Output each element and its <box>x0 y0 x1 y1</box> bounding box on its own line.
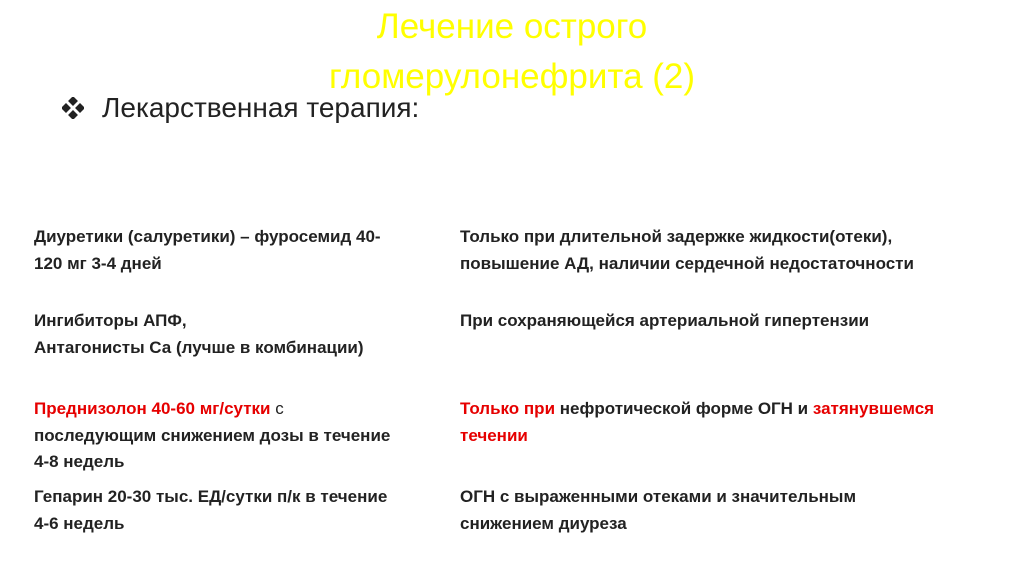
table-row <box>34 308 994 396</box>
drug-cell <box>34 396 460 484</box>
highlight-text: затянувшемся <box>812 399 935 418</box>
cell-line <box>34 396 460 423</box>
indication-cell <box>460 396 994 484</box>
table-row <box>34 396 994 484</box>
indication-cell <box>460 308 994 396</box>
table-row <box>34 484 994 544</box>
four-diamond-icon <box>62 97 84 119</box>
cell-line: повышение АД, наличии сердечной недостаточности <box>460 253 914 273</box>
drug-cell <box>34 484 460 544</box>
bullet-text: Лекарственная терапия: <box>102 92 420 123</box>
cell-line: Ингибиторы АПФ, <box>34 311 187 330</box>
cell-text: нефротической форме ОГН и <box>555 399 813 418</box>
cell-line: При сохраняющейся артериальной гипертензии <box>460 311 870 330</box>
indication-cell <box>460 484 994 544</box>
cell-line: 4-8 недель <box>34 452 125 471</box>
highlight-text: Только при <box>460 399 556 418</box>
drug-cell <box>34 308 460 396</box>
cell-text: с <box>270 399 284 418</box>
therapy-table <box>34 224 994 544</box>
cell-line: Диуретики (салуретики) – фуросемид 40- <box>34 227 381 246</box>
highlight-text: течении <box>460 425 528 445</box>
cell-line: 120 мг 3-4 дней <box>34 253 162 273</box>
cell-line: Гепарин 20-30 тыс. ЕД/сутки п/к в течение <box>34 487 388 506</box>
cell-line: ОГН с выраженными отеками и значительным <box>460 487 857 506</box>
cell-line: снижением диуреза <box>460 513 627 533</box>
cell-line: Антагонисты Са (лучше в комбинации) <box>34 337 364 357</box>
highlight-text: Преднизолон 40-60 мг/сутки <box>34 399 271 418</box>
cell-line: Только при длительной задержке жидкости(отеки), <box>460 227 893 246</box>
title-line-1: Лечение острого <box>376 7 648 46</box>
cell-line: 4-6 недель <box>34 513 125 533</box>
cell-line: последующим снижением дозы в течение <box>34 425 391 445</box>
cell-line <box>460 396 994 423</box>
title-line-2: гломерулонефрита (2) <box>328 57 696 96</box>
bullet-item <box>62 88 419 128</box>
table-row <box>34 224 994 308</box>
indication-cell <box>460 224 994 308</box>
drug-cell <box>34 224 460 308</box>
slide-title <box>200 2 824 102</box>
